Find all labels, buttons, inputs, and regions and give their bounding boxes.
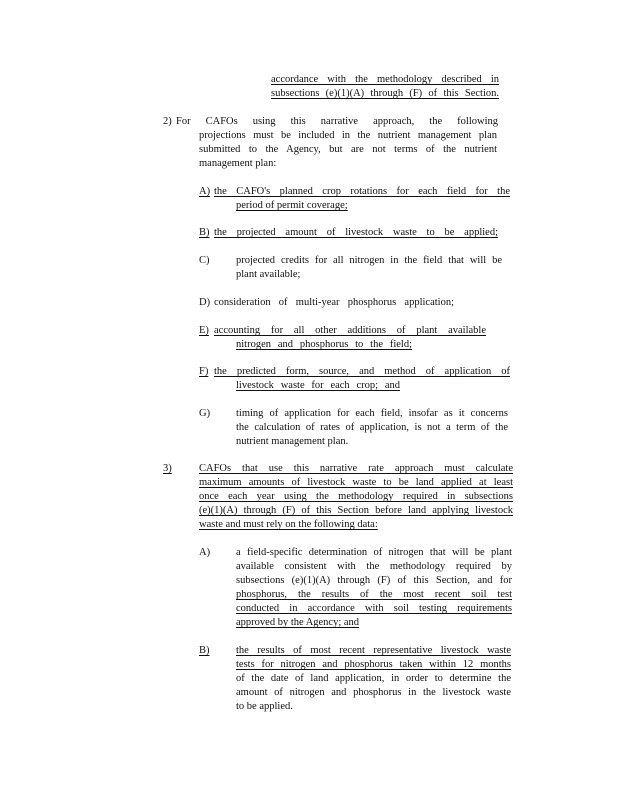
- text-line: subsections (e)(1)(A) through (F) of this Section, and for: [236, 575, 512, 586]
- text-line: consideration of multi-year phosphorus application;: [214, 297, 454, 308]
- text-line: the projected amount of livestock waste to be applied;: [214, 227, 498, 238]
- subitem-label: A): [199, 186, 211, 197]
- subitem-2f-cont: [236, 379, 400, 393]
- text-line: the CAFO's planned crop rotations for each field for the: [214, 186, 510, 197]
- text-line: once each year using the methodology required in subsections: [199, 491, 513, 502]
- subitem-2b: [214, 226, 498, 240]
- item-3-paragraph: [199, 462, 513, 532]
- text-line: approved by the Agency; and: [236, 617, 360, 628]
- text-line: timing of application for each field, insofar as it concerns: [236, 408, 508, 419]
- text-line: nitrogen and phosphorus to the field;: [236, 339, 412, 350]
- text-line: of the date of land application, in order to determine the: [236, 673, 511, 684]
- subitem-2a-cont: [236, 199, 366, 213]
- text-line: the predicted form, source, and method of application of: [214, 366, 510, 377]
- text-line: plant available;: [236, 269, 301, 280]
- text-line: accordance with the methodology described in: [271, 74, 499, 85]
- subitem-label: C): [199, 255, 210, 266]
- text-line: the results of most recent representative livestock waste: [236, 645, 511, 656]
- subitem-label: F): [199, 366, 209, 377]
- text-line: subsections (e)(1)(A) through (F) of this Section.: [271, 88, 499, 99]
- text-line: waste and must rely on the following data:: [199, 519, 378, 530]
- subitem-2e-cont: [236, 338, 412, 352]
- subitem-label: A): [199, 547, 211, 558]
- item-2-first-line: [176, 115, 498, 129]
- continuation-paragraph: [271, 73, 499, 101]
- item-number: 2): [163, 116, 172, 127]
- subitem-2f: [214, 365, 510, 379]
- item-number: 3): [163, 463, 172, 474]
- text-line: projections must be included in the nutrient management plan: [199, 130, 497, 141]
- text-line: a field-specific determination of nitrogen that will be plant: [236, 547, 512, 558]
- subitem-2d: [214, 296, 454, 310]
- text-line: tests for nitrogen and phosphorus taken within 12 months: [236, 659, 511, 670]
- subitem-label: G): [199, 408, 211, 419]
- subitem-label: D): [199, 297, 211, 308]
- text-line: management plan:: [199, 158, 277, 169]
- text-line: CAFOs that use this narrative rate approach must calculate: [199, 463, 513, 474]
- text-line: maximum amounts of livestock waste to be land applied at least: [199, 477, 513, 488]
- subitem-2g: [236, 407, 508, 449]
- text-line: projected credits for all nitrogen in the field that will be: [236, 255, 502, 266]
- text-line: livestock waste for each crop; and: [236, 380, 400, 391]
- text-line: conducted in accordance with soil testing requirements: [236, 603, 512, 614]
- text-line: the calculation of rates of application, is not a term of the: [236, 422, 508, 433]
- item-2-paragraph: [199, 129, 497, 171]
- text-line: phosphorus, the results of the most recent soil test: [236, 589, 512, 600]
- subitem-label: B): [199, 227, 210, 238]
- text-line: amount of nitrogen and phosphorus in the livestock waste: [236, 687, 511, 698]
- subitem-3a: [236, 546, 512, 630]
- subitem-label: E): [199, 325, 209, 336]
- text-line: submitted to the Agency, but are not terms of the nutrient: [199, 144, 497, 155]
- subitem-2e: [214, 324, 486, 338]
- text-line: accounting for all other additions of plant available: [214, 325, 486, 336]
- subitem-2c: [236, 254, 502, 282]
- subitem-2a: [214, 185, 510, 199]
- subitem-3b: [236, 644, 511, 714]
- text-line: nutrient management plan.: [236, 436, 349, 447]
- text-line: available consistent with the methodology required by: [236, 561, 512, 572]
- subitem-label: B): [199, 645, 210, 656]
- text-line: period of permit coverage;: [236, 200, 348, 211]
- text-line: to be applied.: [236, 701, 293, 712]
- text-line: (e)(1)(A) through (F) of this Section before land applying livestock: [199, 505, 513, 516]
- text-line: For CAFOs using this narrative approach, the following: [176, 116, 498, 127]
